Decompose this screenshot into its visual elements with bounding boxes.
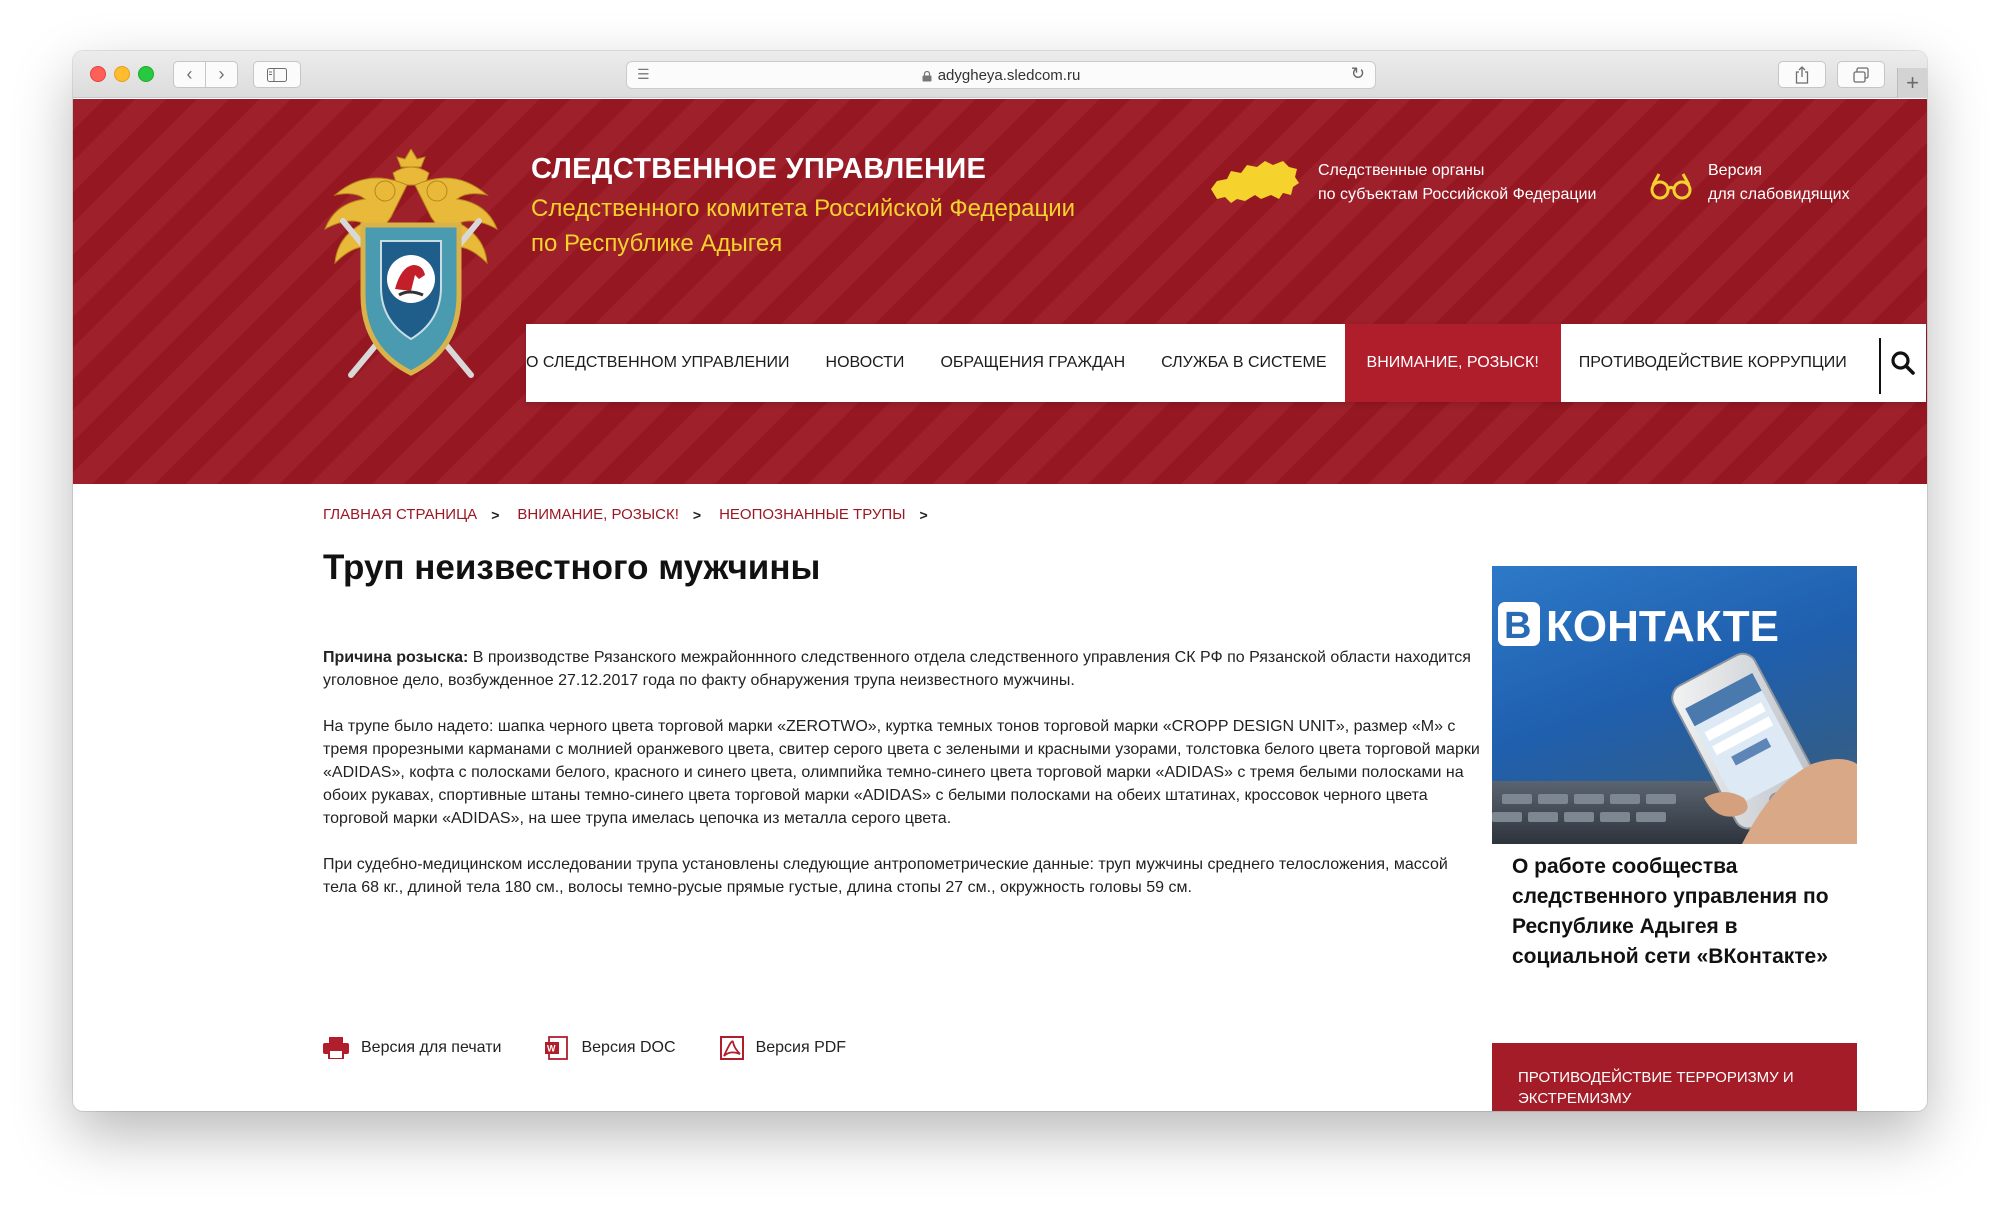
nav-item-service[interactable]: СЛУЖБА В СИСТЕМЕ: [1161, 354, 1327, 371]
print-version-label: Версия для печати: [361, 1039, 502, 1056]
nav-item-news[interactable]: НОВОСТИ: [825, 354, 905, 371]
lock-icon: [922, 71, 932, 82]
back-button[interactable]: [173, 61, 206, 88]
nav-item-anticorruption[interactable]: ПРОТИВОДЕЙСТВИЕ КОРРУПЦИИ: [1578, 354, 1847, 371]
doc-version-link[interactable]: [545, 1036, 675, 1060]
site-subtitle-line1: Следственного комитета Российской Федерации: [531, 195, 1076, 222]
tabs-icon: [1853, 67, 1869, 83]
printer-icon: [323, 1037, 349, 1059]
pdf-icon: [720, 1036, 744, 1060]
share-button[interactable]: [1778, 61, 1826, 88]
chevron-left-icon: ‹: [186, 64, 193, 84]
reason-label: Причина розыска:: [323, 649, 469, 666]
forward-button[interactable]: [205, 61, 238, 88]
breadcrumb-home[interactable]: ГЛАВНАЯ СТРАНИЦА: [323, 506, 478, 523]
reason-text: В производстве Рязанского межрайоннного следственного отдела следственного управления СК РФ по Рязанской области находится уголовное дело, возбужденное 27.12.2017 года по факту обнаружения трупа неизвестного мужчины.: [323, 649, 1471, 689]
search-button[interactable]: [1881, 324, 1926, 402]
site-subtitle: [531, 191, 1131, 261]
russia-map-icon[interactable]: [1209, 155, 1299, 211]
breadcrumb: [323, 506, 946, 523]
minimize-window-button[interactable]: [114, 66, 130, 82]
reason-paragraph: [323, 646, 1483, 692]
document-versions: [323, 1036, 890, 1060]
main-nav: [526, 324, 1926, 402]
doc-version-label: Версия DOC: [581, 1039, 676, 1056]
chevron-right-icon: >: [491, 506, 500, 523]
glasses-icon[interactable]: [1649, 171, 1693, 201]
browser-window: [73, 51, 1927, 1111]
reader-icon[interactable]: ☰: [637, 66, 650, 82]
pdf-version-link[interactable]: [720, 1036, 847, 1060]
anti-terrorism-banner[interactable]: ПРОТИВОДЕЙСТВИЕ ТЕРРОРИЗМУ И ЭКСТРЕМИЗМУ: [1492, 1043, 1857, 1111]
reload-icon[interactable]: ↻: [1350, 64, 1365, 83]
share-icon: [1795, 66, 1809, 84]
close-window-button[interactable]: [90, 66, 106, 82]
chevron-right-icon: >: [919, 506, 928, 523]
vk-community-card[interactable]: [1492, 566, 1857, 972]
new-tab-button[interactable]: [1897, 68, 1927, 98]
zoom-window-button[interactable]: [138, 66, 154, 82]
pdf-version-label: Версия PDF: [755, 1039, 847, 1056]
sidebar-toggle-button[interactable]: [253, 61, 301, 88]
word-doc-icon: [545, 1036, 569, 1060]
nav-item-appeals[interactable]: ОБРАЩЕНИЯ ГРАЖДАН: [940, 354, 1126, 371]
regions-link-line1: Следственные органы: [1318, 162, 1485, 179]
breadcrumb-wanted[interactable]: ВНИМАНИЕ, РОЗЫСК!: [517, 506, 679, 523]
breadcrumb-unidentified[interactable]: НЕОПОЗНАННЫЕ ТРУПЫ: [719, 506, 906, 523]
page-title: Труп неизвестного мужчины: [323, 548, 821, 587]
site-subtitle-line2: по Республике Адыгея: [531, 230, 783, 257]
site-header: [73, 99, 1927, 484]
vk-banner-art: [1492, 566, 1857, 844]
nav-item-about[interactable]: О СЛЕДСТВЕННОМ УПРАВЛЕНИИ: [526, 354, 790, 371]
vk-logo-text: КОНТАКТЕ: [1546, 602, 1779, 651]
site-title[interactable]: СЛЕДСТВЕННОЕ УПРАВЛЕНИЕ: [531, 153, 987, 185]
sidebar-icon: [267, 68, 287, 82]
article-body: [323, 646, 1483, 922]
nav-item-wanted[interactable]: ВНИМАНИЕ, РОЗЫСК!: [1345, 324, 1561, 402]
svg-text:W: W: [547, 1043, 556, 1054]
print-version-link[interactable]: [323, 1037, 501, 1059]
low-vision-line1: Версия: [1708, 162, 1763, 179]
address-bar[interactable]: [626, 61, 1376, 89]
plus-icon: +: [1906, 70, 1919, 95]
chevron-right-icon: ›: [218, 64, 225, 84]
browser-toolbar: [73, 51, 1927, 98]
regions-link[interactable]: [1318, 159, 1618, 207]
regions-link-line2: по субъектам Российской Федерации: [1318, 186, 1597, 203]
emblem-logo[interactable]: [321, 149, 501, 399]
chevron-right-icon: >: [692, 506, 702, 523]
vk-card-caption[interactable]: О работе сообщества следственного управления по Республике Адыгея в социальной сети «ВКонтакте»: [1512, 855, 1829, 968]
url-text: adygheya.sledcom.ru: [937, 66, 1081, 84]
search-icon: [1890, 350, 1916, 376]
vk-banner-image[interactable]: [1492, 566, 1857, 844]
vk-logo-letter: B: [1504, 605, 1532, 647]
low-vision-link[interactable]: [1708, 159, 1868, 207]
tab-overview-button[interactable]: [1837, 61, 1885, 88]
clothes-paragraph: На трупе было надето: шапка черного цвета торговой марки «ZEROTWO», куртка темных тонов торговой марки «CROPP DESIGN UNIT», размер «М» с тремя прорезными карманами с молнией оранжевого цвета, свитер серого цвета с зелеными и красными узорами, толстовка белого цвета торговой марки «ADIDAS», кофта с полосками белого, красного и синего цвета, олимпийка темно-синего цвета торговой марки «ADIDAS» с тремя белыми полосками на обоих рукавах, спортивные штаны темно-синего цвета торговой марки «ADIDAS» с белыми полосками на обеих штатинах, кроссовок черного цвета торговой марки «ADIDAS», на шее трупа имелась цепочка из металла серого цвета.: [323, 718, 1480, 827]
anthropometry-paragraph: При судебно-медицинском исследовании трупа установлены следующие антропометрические данные: труп мужчины среднего телосложения, массой тела 68 кг., длиной тела 180 см., волосы темно-русые прямые густые, длина стопы 27 см., окружность головы 59 см.: [323, 856, 1448, 896]
low-vision-line2: для слабовидящих: [1708, 186, 1850, 203]
